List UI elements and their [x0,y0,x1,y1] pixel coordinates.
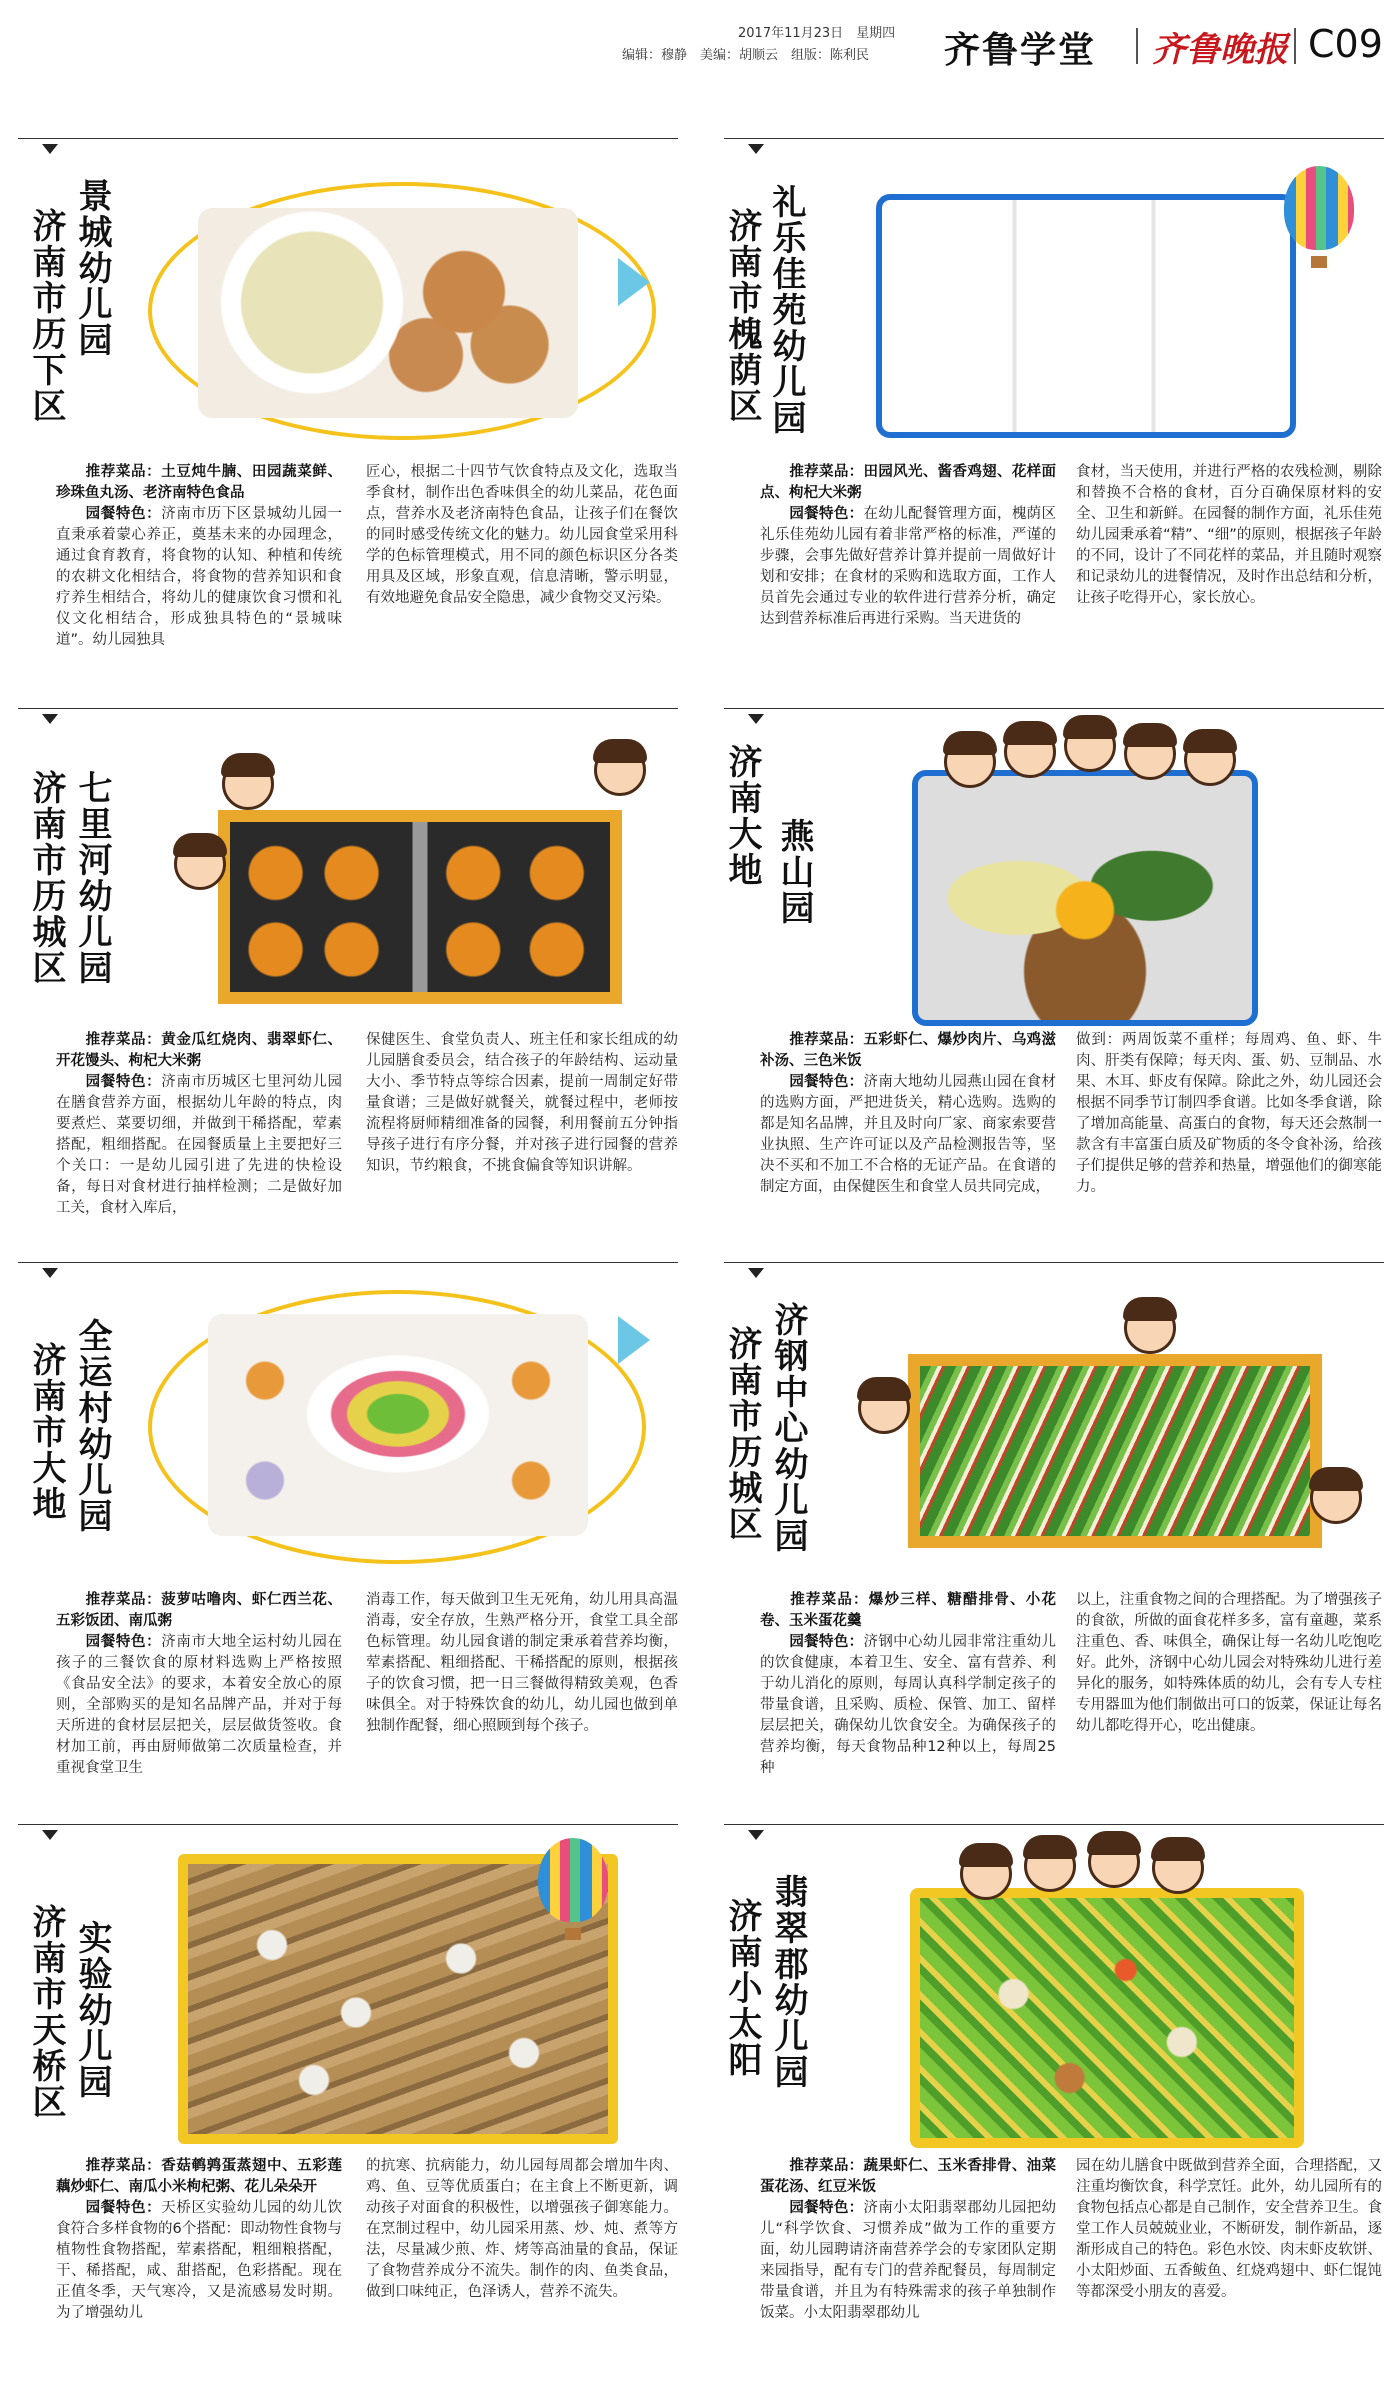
dishes-value: 田园风光、酱香鸡翅、花样面点、枸杞大米粥 [760,464,1056,501]
dishes-label: 推荐菜品： [85,464,162,480]
entry-text-col1 [760,2156,1056,2324]
dishes-value: 五彩虾仁、爆炒肉片、乌鸡滋补汤、三色米饭 [760,1032,1056,1069]
panel-rule [724,138,1384,139]
food-photo [218,810,622,1004]
panel-rule [18,708,678,709]
entry-text-col1 [56,462,342,651]
triangle-marker-icon [748,714,764,724]
entry-panel [724,708,1384,1020]
panel-rule [724,1824,1384,1825]
entry-text-col2 [366,2156,678,2303]
entry-text-col2 [366,462,678,609]
dishes-label: 推荐菜品： [85,1592,162,1608]
entry-text-col2 [366,1590,678,1737]
triangle-marker-icon [748,1268,764,1278]
feature-text: 济南市历下区景城幼儿园一直秉承着蒙心养正，奠基未来的办园理念，通过食育教育，将食物的认知、种植和传统的农耕文化相结合，将食物的营养知识和食疗养生相结合，将幼儿的健康饮食习惯和礼仪文化相结合，形成独具特色的“景城味道”。幼儿园独具 [56,506,343,648]
food-photo [208,1314,588,1536]
cartoon-child-icon [1310,1472,1362,1524]
district-name: 济南大地 [722,744,762,888]
page-number: C09 [1308,22,1383,66]
dishes-value: 土豆炖牛腩、田园蔬菜鲜、珍珠鱼丸汤、老济南特色食品 [56,464,343,501]
panel-rule [724,1262,1384,1263]
district-name: 济南市历城区 [26,770,66,986]
hot-air-balloon-icon [538,1838,608,1922]
dishes-value: 菠萝咕噜肉、虾仁西兰花、五彩饭团、南瓜粥 [56,1592,343,1629]
triangle-marker-icon [42,144,58,154]
dishes-value: 黄金瓜红烧肉、翡翠虾仁、开花馒头、枸杞大米粥 [56,1032,343,1069]
cartoon-child-icon [222,758,274,810]
kindergarten-name: 济钢中心幼儿园 [768,1302,808,1554]
feature-label: 园餐特色： [789,1634,864,1650]
entry-text-col1 [56,2156,342,2324]
feature-label: 园餐特色： [85,1074,162,1090]
food-photo [198,208,578,418]
panel-rule [18,1262,678,1263]
entry-text-col1 [760,1030,1056,1198]
entry-panel [724,1824,1384,2150]
cartoon-child-icon [1064,720,1116,772]
cartoon-child-icon [594,744,646,796]
kindergarten-name: 实验幼儿园 [72,1920,112,2100]
entry-panel [724,1262,1384,1576]
section-title: 齐鲁学堂 [944,30,1097,71]
page-header [0,0,1394,78]
feature-text: 济南市历城区七里河幼儿园在膳食营养方面，根据幼儿年龄的特点，肉要煮烂、菜要切细，并做到干稀搭配，荤素搭配，粗细搭配。在园餐质量上主要把好三个关口：一是幼儿园引进了先进的快检设备，每日对食材进行抽样检测；二是做好加工关，食材入库后， [56,1074,343,1216]
feature-label: 园餐特色： [789,506,864,522]
dishes-label: 推荐菜品： [85,2158,162,2174]
triangle-marker-icon [42,1830,58,1840]
triangle-marker-icon [42,1268,58,1278]
entry-text-col1 [56,1030,342,1219]
dishes-value: 香菇鹌鹑蛋蒸翅中、五彩莲藕炒虾仁、南瓜小米枸杞粥、花儿朵朵开 [56,2158,343,2195]
header-divider [1294,28,1296,64]
flag-icon [618,1316,650,1364]
entry-text-col1 [760,1590,1056,1779]
entry-text-col2 [1076,462,1382,609]
feature-text: 济南市大地全运村幼儿园在孩子的三餐饮食的原材料选购上严格按照《食品安全法》的要求，本着安全放心的原则，全部购买的是知名品牌产品，并对于每天所进的食材层层把关，层层做货签收。食材加工前，再由厨师做第二次质量检查，并重视食堂卫生 [56,1634,343,1776]
feature-text-continued: 保健医生、食堂负责人、班主任和家长组成的幼儿园膳食委员会，结合孩子的年龄结构、运动量大小、季节特点等综合因素，提前一周制定好带量食谱；三是做好就餐关，就餐过程中，老师按流程将厨师精细准备的园餐，利用餐前五分钟指导孩子进行有序分餐，并对孩子进行园餐的营养知识，节约粮食，不挑食偏食等知识讲解。 [366,1032,678,1174]
feature-text-continued: 消毒工作，每天做到卫生无死角，幼儿用具高温消毒，安全存放，生熟严格分开，食堂工具全部色标管理。幼儿园食谱的制定秉承着营养均衡，荤素搭配、粗细搭配、干稀搭配的原则，根据孩子的饮食习惯，把一日三餐做得精致美观，色香味俱全。对于特殊饮食的幼儿，幼儿园也做到单独制作配餐，细心照顾到每个孩子。 [366,1592,678,1734]
editors-credits: 编辑：穆静 美编：胡顺云 组版：陈利民 [622,48,870,63]
cartoon-child-icon [1004,726,1056,778]
entry-panel [18,1824,678,2150]
district-name: 济南市历下区 [26,208,66,424]
food-photo [908,1354,1322,1548]
district-name: 济南市天桥区 [26,1904,66,2120]
feature-label: 园餐特色： [85,1634,162,1650]
panel-rule [724,708,1384,709]
feature-text-continued: 以上，注重食物之间的合理搭配。为了增强孩子的食欲，所做的面食花样多多，富有童趣，菜系注重色、香、味俱全，确保让每一名幼儿吃饱吃好。此外，济钢中心幼儿园会对特殊幼儿进行差异化的服务，如特殊体质的幼儿，会有专人专柱专用器皿为他们制做出可口的饭菜，保证让每名幼儿都吃得开心，吃出健康。 [1076,1592,1382,1734]
cartoon-child-icon [1184,734,1236,786]
dishes-value: 爆炒三样、糖醋排骨、小花卷、玉米蛋花羹 [760,1592,1057,1629]
district-name: 济南小太阳 [722,1898,762,2078]
entry-text-col2 [366,1030,678,1177]
kindergarten-name: 翡翠郡幼儿园 [768,1874,808,2090]
food-photo [910,1888,1304,2148]
feature-text-continued: 食材，当天使用，并进行严格的农残检测，剔除和替换不合格的食材，百分百确保原材料的安全、卫生和新鲜。在园餐的制作方面，礼乐佳苑幼儿园秉承着“精”、“细”的原则，根据孩子年龄的不同，设计了不同花样的菜品，并且随时观察和记录幼儿的进餐情况，及时作出总结和分析，让孩子吃得开心，家长放心。 [1076,464,1382,606]
district-name: 济南市大地 [26,1342,66,1522]
flag-icon [618,258,650,306]
triangle-marker-icon [748,144,764,154]
feature-text-continued: 做到：两周饭菜不重样；每周鸡、鱼、虾、牛肉、肝类有保障；每天肉、蛋、奶、豆制品、水果、木耳、虾皮有保障。除此之外，幼儿园还会根据不同季节订制四季食谱。比如冬季食谱，除了增加高能量、高蛋白的食物，每天还会熬制一款含有丰富蛋白质及矿物质的冬令食补汤，给孩子们提供足够的营养和热量，增强他们的御寒能力。 [1076,1032,1382,1195]
kindergarten-name: 景城幼儿园 [72,178,112,358]
feature-text-continued: 匠心，根据二十四节气饮食特点及文化，选取当季食材，制作出色香味俱全的幼儿菜品，花色面点，营养水及老济南特色食品，让孩子们在餐饮的同时感受传统文化的魅力。幼儿园食堂采用科学的色标管理模式，用不同的颜色标识区分各类用具及区域，形象直观，信息清晰，警示明显，有效地避免食品安全隐患，减少食物交叉污染。 [366,464,678,606]
feature-label: 园餐特色： [85,2200,162,2216]
triangle-marker-icon [42,714,58,724]
cartoon-child-icon [858,1382,910,1434]
entry-panel [18,138,678,456]
entry-panel [724,138,1384,456]
entry-panel [18,1262,678,1576]
dishes-value: 蔬果虾仁、玉米香排骨、油菜蛋花汤、红豆米饭 [760,2158,1056,2195]
issue-date: 2017年11月23日 星期四 [738,26,896,41]
hot-air-balloon-icon [1284,166,1354,250]
district-name: 济南市历城区 [722,1326,762,1542]
dishes-label: 推荐菜品： [789,2158,864,2174]
triangle-marker-icon [748,1830,764,1840]
feature-text-continued: 园在幼儿膳食中既做到营养全面，合理搭配，又注重均衡饮食，科学烹饪。此外，幼儿园所有的食物包括点心都是自己制作，安全营养卫生。食堂工作人员兢兢业业，不断研发，制作新品，逐渐形成自己的特色。彩色水饺、肉末虾皮软饼、小太阳炒面、五香鲅鱼、红烧鸡翅中、虾仁馄饨等都深受小朋友的喜爱。 [1076,2158,1382,2300]
feature-text: 济钢中心幼儿园非常注重幼儿的饮食健康，本着卫生、安全、富有营养、利于幼儿消化的原则，每周认真科学制定孩子的带量食谱，且采购、质检、保管、加工、留样层层把关，确保幼儿饮食安全。为确保孩子的营养均衡，每天食物品种12种以上，每周25种 [760,1634,1056,1776]
cartoon-child-icon [960,1848,1012,1900]
panel-rule [18,138,678,139]
food-photo [912,770,1258,1026]
cartoon-child-icon [1024,1840,1076,1892]
dishes-label: 推荐菜品： [789,1032,864,1048]
entry-text-col1 [760,462,1056,630]
kindergarten-name: 全运村幼儿园 [72,1318,112,1534]
panel-rule [18,1824,678,1825]
cartoon-child-icon [1124,1302,1176,1354]
cartoon-child-icon [1152,1842,1204,1894]
cartoon-child-icon [174,838,226,890]
feature-text: 济南大地幼儿园燕山园在食材的选购方面，严把进货关，精心选购。选购的都是知名品牌，并且及时向厂家、商家索要营业执照、生产许可证以及产品检测报告等，坚决不买和不加工不合格的无证产品。在食谱的制定方面，由保健医生和食堂人员共同完成， [760,1074,1056,1195]
feature-label: 园餐特色： [789,2200,864,2216]
feature-label: 园餐特色： [789,1074,864,1090]
kindergarten-name: 燕山园 [774,818,814,926]
kindergarten-name: 礼乐佳苑幼儿园 [766,184,806,436]
feature-text: 济南小太阳翡翠郡幼儿园把幼儿“科学饮食、习惯养成”做为工作的重要方面，幼儿园聘请济南营养学会的专家团队定期来园指导，配有专门的营养配餐员，每周制定带量食谱，并且为有特殊需求的孩子单独制作饭菜。小太阳翡翠郡幼儿 [760,2200,1056,2321]
newspaper-logo: 齐鲁晚报 [1152,30,1288,70]
cartoon-child-icon [1088,1836,1140,1888]
cartoon-child-icon [1124,728,1176,780]
entry-text-col2 [1076,1590,1382,1737]
entry-text-col2 [1076,2156,1382,2303]
feature-text-continued: 的抗寒、抗病能力，幼儿园每周都会增加牛肉、鸡、鱼、豆等优质蛋白；在主食上不断更新，调动孩子对面食的积极性，以增强孩子御寒能力。在烹制过程中，幼儿园采用蒸、炒、炖、煮等方法，尽量减少煎、炸、烤等高油量的食品，保证了食物营养成分不流失。制作的肉、鱼类食品，做到口味纯正，色泽诱人，营养不流失。 [366,2158,678,2300]
dishes-label: 推荐菜品： [789,1592,869,1608]
entry-text-col2 [1076,1030,1382,1198]
entry-panel [18,708,678,1020]
header-divider [1136,28,1138,64]
feature-label: 园餐特色： [85,506,162,522]
district-name: 济南市槐荫区 [722,208,762,424]
entry-text-col1 [56,1590,342,1779]
kindergarten-name: 七里河幼儿园 [72,770,112,986]
cartoon-child-icon [944,736,996,788]
feature-text: 在幼儿配餐管理方面，槐荫区礼乐佳苑幼儿园有着非常严格的标准，严谨的步骤，会事先做好营养计算并提前一周做好计划和安排；在食材的采购和选取方面，工作人员首先会通过专业的软件进行营养分析，确定达到营养标准后再进行采购。当天进货的 [760,506,1056,627]
food-photo [876,194,1296,438]
feature-text: 天桥区实验幼儿园的幼儿饮食符合多样食物的6个搭配：即动物性食物与植物性食物搭配，荤素搭配，粗细粮搭配，干、稀搭配，咸、甜搭配，色彩搭配。现在正值冬季，天气寒冷，又是流感易发时期。为了增强幼儿 [56,2200,343,2321]
dishes-label: 推荐菜品： [789,464,864,480]
dishes-label: 推荐菜品： [85,1032,162,1048]
